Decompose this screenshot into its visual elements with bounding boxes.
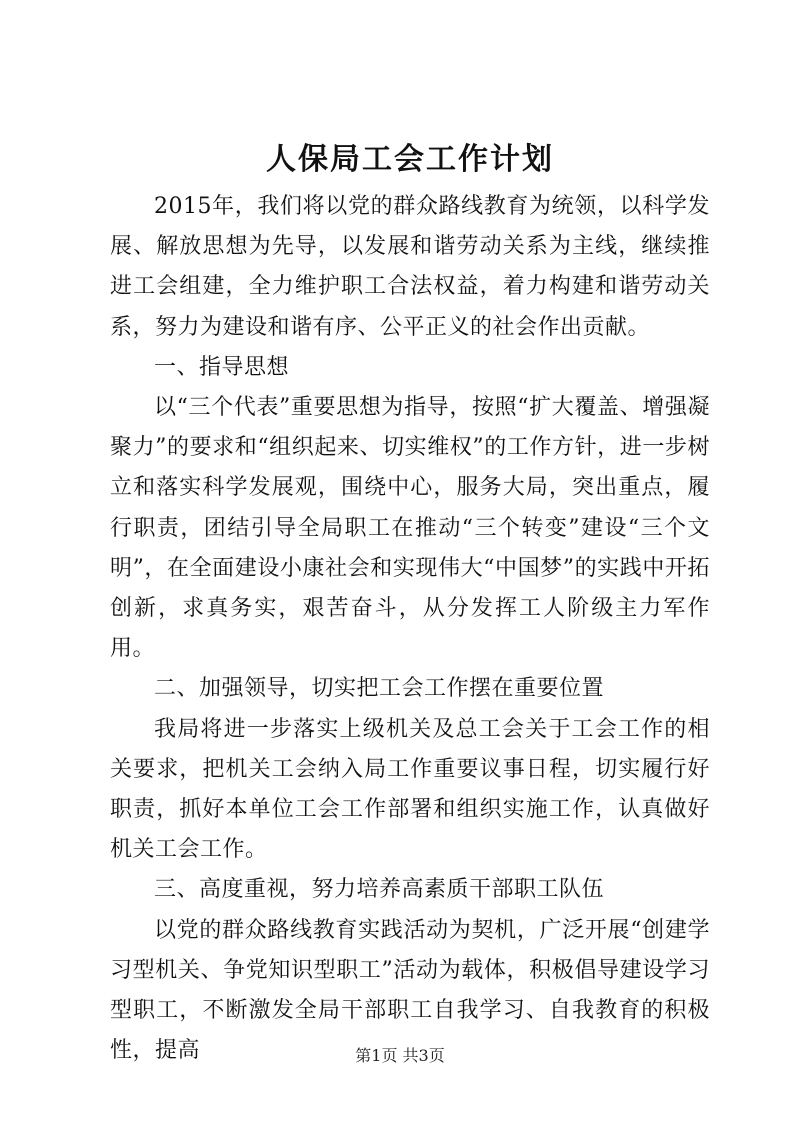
page-footer: 第1页 共3页 [355, 1046, 445, 1065]
document-body [110, 135, 710, 1071]
section-body-2: 我局将进一步落实上级机关及总工会关于工会工作的相关要求，把机关工会纳入局工作重要议事日程，切实履行好职责，抓好本单位工会工作部署和组织实施工作，认真做好机关工会工作。 [110, 716, 710, 863]
section-body-3: 以党的群众路线教育实践活动为契机，广泛开展“创建学习型机关、争党知识型职工”活动为载体，积极倡导建设学习型职工，不断激发全局干部职工自我学习、自我教育的积极性，提高 [110, 917, 710, 1064]
section-heading-3: 三、高度重视，努力培养高素质干部职工队伍 [154, 877, 605, 903]
section-body-1: 以“三个代表”重要思想为指导，按照“扩大覆盖、增强凝聚力”的要求和“组织起来、切实维权”的工作方针，进一步树立和落实科学发展观，围绕中心，服务大局，突出重点，履行职责，团结引导全局职工在推动“三个转变”建设“三个文明”，在全面建设小康社会和实现伟大“中国梦”的实践中开拓创新，求真务实，艰苦奋斗，从分发挥工人阶级主力军作用。 [110, 395, 710, 662]
intro-paragraph: 2015年，我们将以党的群众路线教育为统领，以科学发展、解放思想为先导，以发展和谐劳动关系为主线，继续推进工会组建，全力维护职工合法权益，着力构建和谐劳动关系，努力为建设和谐有序、公平正义的社会作出贡献。 [110, 194, 710, 340]
section-heading-2: 二、加强领导，切实把工会工作摆在重要位置 [154, 676, 605, 702]
section-heading-1: 一、指导思想 [154, 354, 290, 380]
document-title: 人保局工会工作计划 [266, 142, 554, 177]
